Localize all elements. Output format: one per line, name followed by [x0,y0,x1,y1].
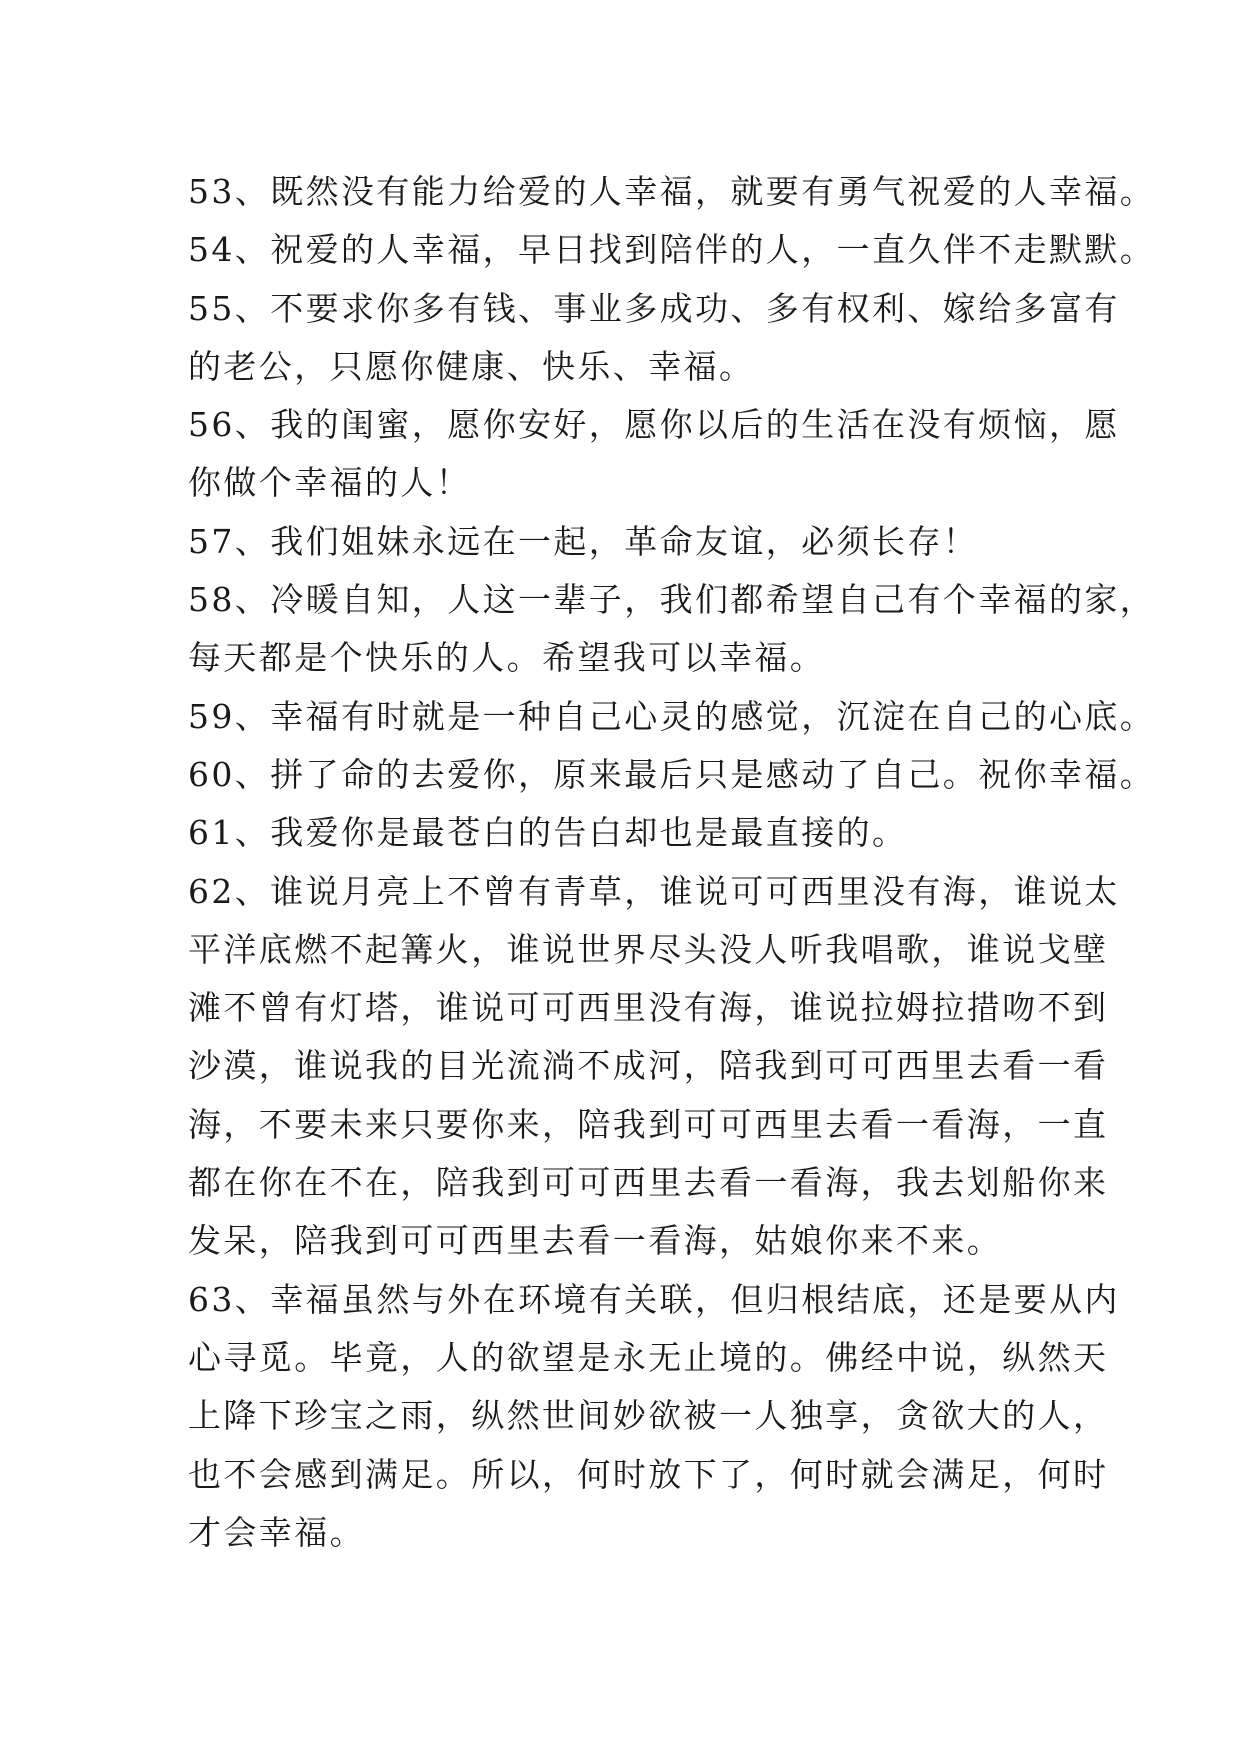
text-line: 54、祝爱的人幸福，早日找到陪伴的人，一直久伴不走默默。 [188,230,1156,270]
text-line: 你做个幸福的人！ [188,463,472,503]
text-line: 每天都是个快乐的人。希望我可以幸福。 [188,638,826,678]
text-line: 平洋底燃不起篝火，谁说世界尽头没人听我唱歌，谁说戈壁 [188,929,1109,969]
text-line: 61、我爱你是最苍白的告白却也是最直接的。 [188,813,908,853]
text-line: 53、既然没有能力给爱的人幸福，就要有勇气祝爱的人幸福。 [188,172,1156,211]
text-line: 56、我的闺蜜，愿你安好，愿你以后的生活在没有烦恼，愿 [188,405,1120,445]
text-line: 心寻觅。毕竟，人的欲望是永无止境的。佛经中说，纵然天 [188,1337,1109,1377]
paragraph [188,280,1120,397]
document-body [188,163,1156,1562]
text-line: 59、幸福有时就是一种自己心灵的感觉，沉淀在自己的心底。 [188,696,1156,736]
text-line: 上降下珍宝之雨，纵然世间妙欲被一人独享，贪欲大的人， [188,1396,1109,1436]
paragraph [188,1271,1120,1562]
text-line: 海，不要未来只要你来，陪我到可可西里去看一看海，一直 [188,1104,1109,1144]
text-line: 58、冷暖自知，人这一辈子，我们都希望自己有个幸福的家， [188,580,1156,620]
text-line: 发呆，陪我到可可西里去看一看海，姑娘你来不来。 [188,1221,1003,1261]
paragraph [188,163,1156,221]
text-line: 也不会感到满足。所以，何时放下了，何时就会满足，何时 [188,1454,1109,1494]
paragraph [188,746,1156,804]
text-line: 沙漠，谁说我的目光流淌不成河，陪我到可可西里去看一看 [188,1046,1109,1086]
text-line: 滩不曾有灯塔，谁说可可西里没有海，谁说拉姆拉措吻不到 [188,988,1109,1028]
text-line: 60、拼了命的去爱你，原来最后只是感动了自己。祝你幸福。 [188,754,1156,794]
text-line: 才会幸福。 [188,1512,365,1552]
paragraph [188,221,1156,279]
paragraph [188,571,1156,688]
paragraph [188,688,1156,746]
text-line: 57、我们姐妹永远在一起，革命友谊，必须长存！ [188,521,979,561]
paragraph [188,396,1120,513]
text-line: 的老公，只愿你健康、快乐、幸福。 [188,346,755,386]
text-line: 62、谁说月亮上不曾有青草，谁说可可西里没有海，谁说太 [188,871,1120,911]
paragraph [188,863,1120,1271]
text-line: 55、不要求你多有钱、事业多成功、多有权利、嫁给多富有 [188,288,1120,328]
text-line: 都在你在不在，陪我到可可西里去看一看海，我去划船你来 [188,1163,1109,1203]
paragraph [188,513,1058,571]
text-line: 63、幸福虽然与外在环境有关联，但归根结底，还是要从内 [188,1279,1120,1319]
paragraph [188,804,1058,862]
